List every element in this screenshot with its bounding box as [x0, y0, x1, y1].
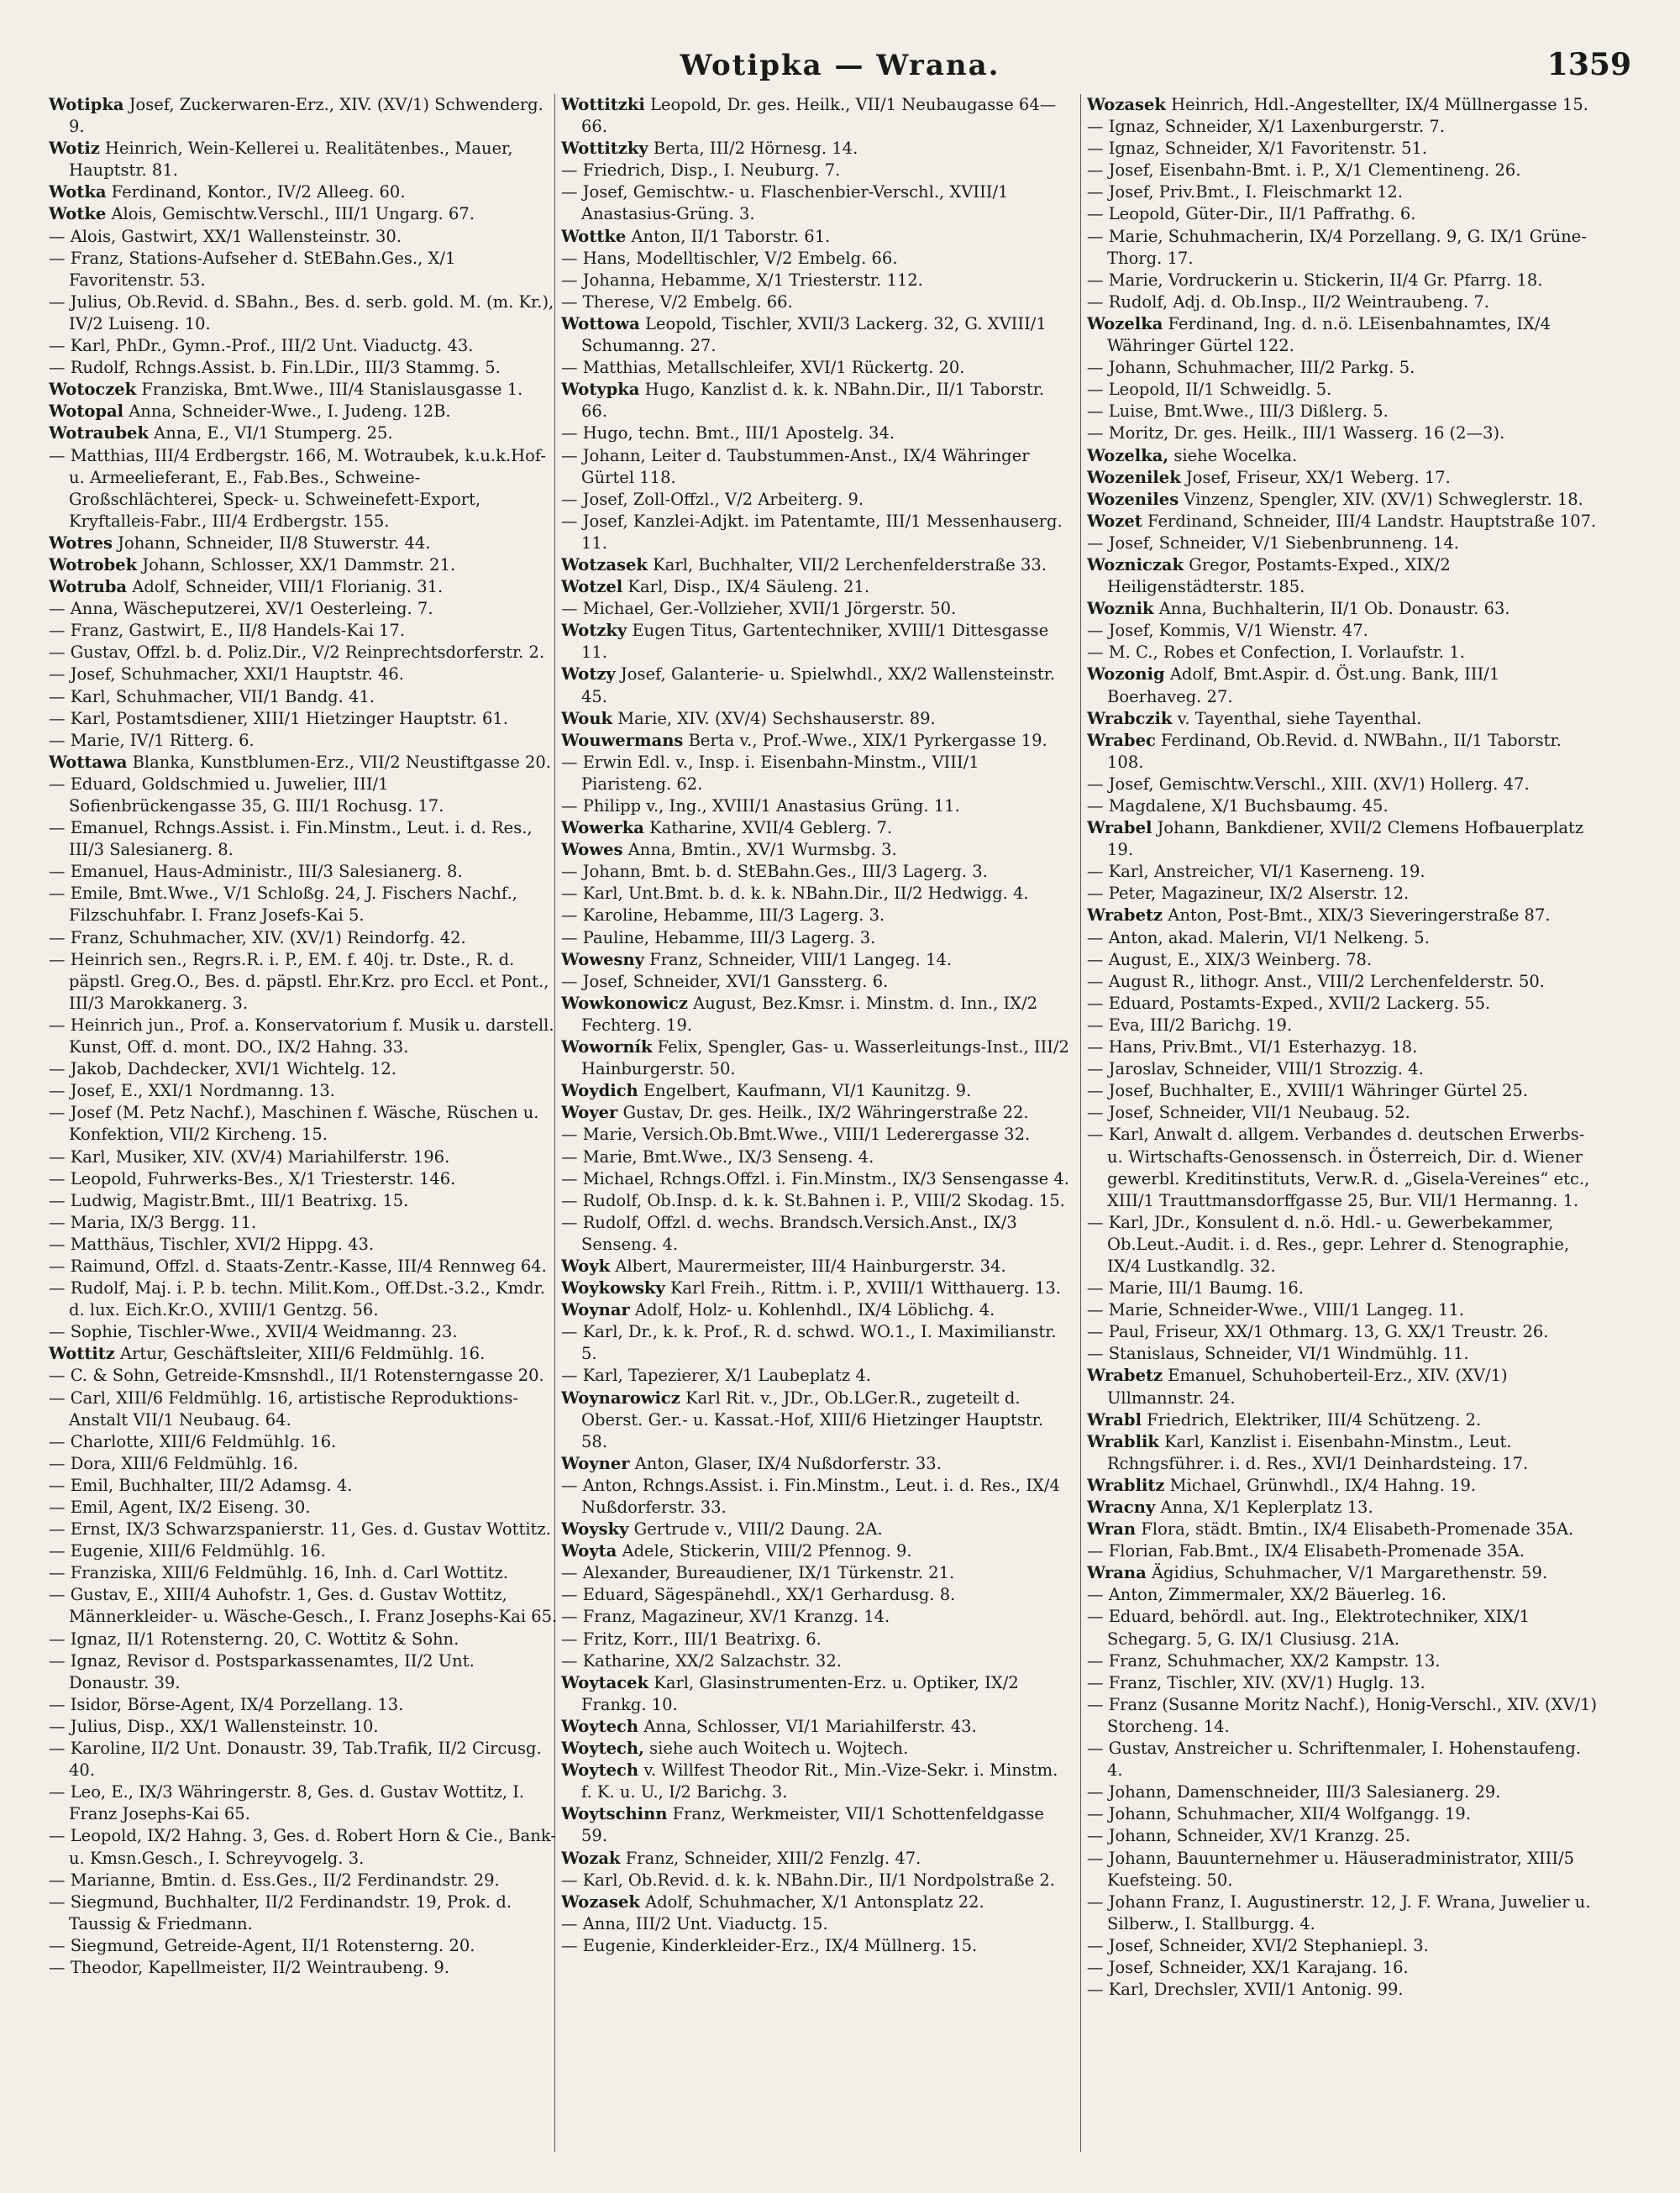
- directory-entry: — Hugo, techn. Bmt., III/1 Apostelg. 34.: [561, 423, 895, 443]
- directory-entry: Wrabel Johann, Bankdiener, XVII/2 Clemens Hofbauerplatz 19.: [1087, 818, 1584, 860]
- directory-entry: — Julius, Ob.Revid. d. SBahn., Bes. d. serb. gold. M. (m. Kr.), IV/2 Luiseng. 10.: [49, 291, 554, 333]
- directory-entry: — Johann, Leiter d. Taubstummen-Anst., IX/4 Währinger Gürtel 118.: [561, 445, 1030, 487]
- directory-entry: — Marie, Schuhmacherin, IX/4 Porzellang. 9, G. IX/1 Grüne-Thorg. 17.: [1087, 226, 1587, 268]
- directory-entry: — Anton, akad. Malerin, VI/1 Nelkeng. 5.: [1087, 927, 1430, 947]
- directory-entry: — Karl, Tapezierer, X/1 Laubeplatz 4.: [561, 1366, 871, 1386]
- directory-entry: — Friedrich, Disp., I. Neuburg. 7.: [561, 160, 841, 181]
- surname: Wozenilek: [1087, 467, 1181, 487]
- directory-entry: — Karl, Anwalt d. allgem. Verbandes d. deutschen Erwerbs- u. Wirtschafts-Genossensch. in Österreich, Dir. d. Wiener gewerbl. Kreditinstituts, Verw.R. d. „Gisela-Vereines“ etc., XIII/1 Trauttmansdorffgasse 25, Bur. VII/1 Hermanng. 1.: [1087, 1125, 1590, 1210]
- directory-entry: — Katharine, XX/2 Salzachstr. 32.: [561, 1650, 842, 1671]
- column-3: [1087, 94, 1598, 2169]
- surname: Wozet: [1087, 511, 1142, 531]
- surname: Woznik: [1087, 599, 1154, 619]
- surname: Wottke: [561, 226, 627, 246]
- page-number: 1359: [1546, 47, 1631, 82]
- directory-entry: Wotopal Anna, Schneider-Wwe., I. Judeng. 12B.: [49, 401, 451, 422]
- directory-entry: — Gustav, Offzl. b. d. Poliz.Dir., V/2 Reinprechtsdorferstr. 2.: [49, 643, 545, 663]
- directory-entry: — Sophie, Tischler-Wwe., XVII/4 Weidmanng. 23.: [49, 1322, 458, 1342]
- directory-entry: Woytech Anna, Schlosser, VI/1 Mariahilferstr. 43.: [561, 1716, 977, 1736]
- directory-entry: — Moritz, Dr. ges. Heilk., III/1 Wasserg. 16 (2—3).: [1087, 423, 1505, 443]
- directory-entry: — Franz (Susanne Moritz Nachf.), Honig-Verschl., XIV. (XV/1) Storcheng. 14.: [1087, 1694, 1598, 1736]
- surname: Wouwermans: [561, 730, 684, 750]
- directory-entry: — C. & Sohn, Getreide-Kmsnshdl., II/1 Rotensterngasse 20.: [49, 1366, 544, 1386]
- directory-entry: — Karl, JDr., Konsulent d. n.ö. Hdl.- u. Gewerbekammer, Ob.Leut.-Audit. i. d. Res., gepr. Lehrer d. Stenographie, IX/4 Lustkandlg. 32.: [1087, 1212, 1570, 1276]
- directory-entry: Wottitzki Leopold, Dr. ges. Heilk., VII/1 Neubaugasse 64—66.: [561, 95, 1057, 137]
- directory-entry: — Siegmund, Getreide-Agent, II/1 Rotensterng. 20.: [49, 1935, 475, 1955]
- directory-entry: Wotypka Hugo, Kanzlist d. k. k. NBahn.Dir., II/1 Taborstr. 66.: [561, 380, 1045, 422]
- directory-entry: — Michael, Rchngs.Offzl. i. Fin.Minstm., IX/3 Sensengasse 4.: [561, 1168, 1069, 1188]
- surname: Wrablitz: [1087, 1475, 1165, 1495]
- surname: Wozeniles: [1087, 489, 1179, 509]
- directory-entry: Wotzel Karl, Disp., IX/4 Säuleng. 21.: [561, 577, 870, 597]
- surname: Wowkonowicz: [561, 993, 688, 1013]
- directory-entry: — Anton, Zimmermaler, XX/2 Bäuerleg. 16.: [1087, 1585, 1446, 1605]
- surname: Wotka: [49, 182, 107, 202]
- directory-entry: — Eduard, Postamts-Exped., XVII/2 Lackerg. 55.: [1087, 993, 1491, 1013]
- running-head: Wotipka — Wrana.: [680, 49, 1000, 82]
- surname: Wotzky: [561, 621, 627, 641]
- directory-entry: — Luise, Bmt.Wwe., III/3 Dißlerg. 5.: [1087, 401, 1389, 422]
- directory-entry: — Emil, Buchhalter, III/2 Adamsg. 4.: [49, 1475, 353, 1495]
- directory-entry: — Karl, Anstreicher, VI/1 Kaserneng. 19.: [1087, 862, 1425, 882]
- surname: Wotzasek: [561, 554, 648, 574]
- directory-entry: — Emanuel, Haus-Administr., III/3 Salesianerg. 8.: [49, 862, 463, 882]
- directory-entry: Woykowsky Karl Freih., Rittm. i. P., XVIII/1 Witthauerg. 13.: [561, 1278, 1061, 1298]
- directory-entry: Wotoczek Franziska, Bmt.Wwe., III/4 Stanislausgasse 1.: [49, 380, 523, 400]
- directory-entry: — Jaroslav, Schneider, VIII/1 Strozzig. 4.: [1087, 1059, 1424, 1079]
- directory-entry: Wozniczak Gregor, Postamts-Exped., XIX/2 Heiligenstädterstr. 185.: [1087, 554, 1451, 597]
- directory-entry: Woytschinn Franz, Werkmeister, VII/1 Schottenfeldgasse 59.: [561, 1804, 1044, 1846]
- surname: Woykowsky: [561, 1278, 665, 1298]
- directory-entry: Wozelka Ferdinand, Ing. d. n.ö. LEisenbahnamtes, IX/4 Währinger Gürtel 122.: [1087, 313, 1551, 356]
- directory-entry: Wottitzky Berta, III/2 Hörnesg. 14.: [561, 139, 858, 159]
- directory-entry: — Karl, Unt.Bmt. b. d. k. k. NBahn.Dir., II/2 Hedwigg. 4.: [561, 884, 1029, 904]
- directory-entry: Wracny Anna, X/1 Keplerplatz 13.: [1087, 1498, 1373, 1517]
- surname: Wozniczak: [1087, 554, 1184, 574]
- directory-entry: — Julius, Disp., XX/1 Wallensteinstr. 10.: [49, 1716, 379, 1736]
- directory-entry: Wowes Anna, Bmtin., XV/1 Wurmsbg. 3.: [561, 840, 897, 860]
- surname: Woytschinn: [561, 1804, 668, 1824]
- surname: Wotzy: [561, 664, 616, 685]
- directory-entry: — Josef, Schuhmacher, XXI/1 Hauptstr. 46.: [49, 664, 404, 685]
- directory-entry: — Franz, Schuhmacher, XIV. (XV/1) Reindorfg. 42.: [49, 927, 466, 947]
- directory-entry: — Johann, Bmt. b. d. StEBahn.Ges., III/3 Lagerg. 3.: [561, 862, 988, 882]
- surname: Wotrobek: [49, 554, 138, 574]
- directory-entry: — Peter, Magazineur, IX/2 Alserstr. 12.: [1087, 884, 1410, 904]
- surname: Woynar: [561, 1300, 630, 1320]
- directory-entry: — Eugenie, Kinderkleider-Erz., IX/4 Müllnerg. 15.: [561, 1935, 978, 1955]
- surname: Wouk: [561, 708, 613, 728]
- surname: Woyk: [561, 1256, 611, 1276]
- directory-entry: — M. C., Robes et Confection, I. Vorlaufstr. 1.: [1087, 643, 1465, 663]
- directory-entry: — Rudolf, Adj. d. Ob.Insp., II/2 Weintraubeng. 7.: [1087, 291, 1489, 312]
- directory-entry: Wozasek Heinrich, Hdl.-Angestellter, IX/4 Müllnergasse 15.: [1087, 95, 1588, 114]
- directory-entry: Wozeniles Vinzenz, Spengler, XIV. (XV/1) Schweglerstr. 18.: [1087, 489, 1583, 509]
- directory-entry: — Josef, Schneider, XVI/1 Ganssterg. 6.: [561, 971, 889, 991]
- directory-entry: Wozet Ferdinand, Schneider, III/4 Landstr. Hauptstraße 107.: [1087, 511, 1597, 531]
- page-header: [0, 44, 1680, 94]
- directory-entry: — Leopold, Fuhrwerks-Bes., X/1 Triesterstr. 146.: [49, 1168, 456, 1188]
- directory-entry: Wrabl Friedrich, Elektriker, III/4 Schützeng. 2.: [1087, 1409, 1482, 1430]
- surname: Wozelka,: [1087, 445, 1169, 465]
- directory-entry: — Eduard, Goldschmied u. Juwelier, III/1 Sofienbrückengasse 35, G. III/1 Rochusg. 17.: [49, 774, 444, 816]
- surname: Wotke: [49, 204, 107, 224]
- surname: Woytech: [561, 1716, 639, 1736]
- directory-entry: Wotiz Heinrich, Wein-Kellerei u. Realitätenbes., Mauer, Hauptstr. 81.: [49, 139, 513, 181]
- directory-entry: Wowesny Franz, Schneider, VIII/1 Langeg. 14.: [561, 949, 953, 969]
- directory-entry: Wozenilek Josef, Friseur, XX/1 Weberg. 17.: [1087, 467, 1451, 487]
- directory-entry: — Matthias, Metallschleifer, XVI/1 Rückertg. 20.: [561, 358, 965, 378]
- directory-entry: Wottke Anton, II/1 Taborstr. 61.: [561, 226, 831, 246]
- directory-entry: Woytech v. Willfest Theodor Rit., Min.-Vize-Sekr. i. Minstm. f. K. u. U., I/2 Barichg. 3.: [561, 1760, 1058, 1802]
- directory-entry: — Stanislaus, Schneider, VI/1 Windmühlg. 11.: [1087, 1344, 1469, 1364]
- directory-entry: — Jakob, Dachdecker, XVI/1 Wichtelg. 12.: [49, 1059, 396, 1079]
- directory-entry: Wozasek Adolf, Schuhmacher, X/1 Antonsplatz 22.: [561, 1891, 984, 1912]
- surname: Woysky: [561, 1519, 629, 1540]
- directory-entry: — Josef (M. Petz Nachf.), Maschinen f. Wäsche, Rüschen u. Konfektion, VII/2 Kircheng. 15.: [49, 1103, 539, 1145]
- surname: Wowerka: [561, 818, 644, 838]
- directory-entry: — Siegmund, Buchhalter, II/2 Ferdinandstr. 19, Prok. d. Taussig & Friedmann.: [49, 1891, 512, 1933]
- directory-entry: — Heinrich jun., Prof. a. Konservatorium f. Musik u. darstell. Kunst, Off. d. mont. DO., IX/2 Hahng. 33.: [49, 1015, 554, 1057]
- directory-entry: — Eva, III/2 Barichg. 19.: [1087, 1015, 1293, 1035]
- surname: Wotiz: [49, 139, 100, 159]
- directory-entry: Woyta Adele, Stickerin, VIII/2 Pfennog. 9.: [561, 1541, 912, 1561]
- directory-entry: — Josef, Gemischtw.- u. Flaschenbier-Verschl., XVIII/1 Anastasius-Grüng. 3.: [561, 182, 1009, 224]
- directory-entry: — Marianne, Bmtin. d. Ess.Ges., II/2 Ferdinandstr. 29.: [49, 1870, 500, 1890]
- surname: Wrablik: [1087, 1431, 1159, 1451]
- directory-entry: Wozonig Adolf, Bmt.Aspir. d. Öst.ung. Bank, III/1 Boerhaveg. 27.: [1087, 664, 1500, 706]
- surname: Wrabel: [1087, 818, 1152, 838]
- directory-entry: — Anna, Wäscheputzerei, XV/1 Oesterleing. 7.: [49, 599, 433, 619]
- directory-entry: — Karoline, Hebamme, III/3 Lagerg. 3.: [561, 905, 885, 926]
- directory-entry: — Erwin Edl. v., Insp. i. Eisenbahn-Minstm., VIII/1 Piaristeng. 62.: [561, 752, 979, 794]
- directory-entry: — August R., lithogr. Anst., VIII/2 Lerchenfelderstr. 50.: [1087, 971, 1545, 991]
- surname: Wozasek: [1087, 95, 1166, 114]
- directory-entry: — Josef, Schneider, XVI/2 Stephaniepl. 3.: [1087, 1935, 1429, 1955]
- surname: Wotruba: [49, 577, 128, 597]
- directory-entry: — Ignaz, Revisor d. Postsparkassenamtes, II/2 Unt. Donaustr. 39.: [49, 1650, 475, 1692]
- surname: Woyta: [561, 1541, 617, 1561]
- directory-entry: — Karl, Ob.Revid. d. k. k. NBahn.Dir., II/1 Nordpolstraße 2.: [561, 1870, 1055, 1890]
- directory-entry: — Matthäus, Tischler, XVI/2 Hippg. 43.: [49, 1234, 375, 1254]
- directory-entry: — Michael, Ger.-Vollzieher, XVII/1 Jörgerstr. 50.: [561, 599, 957, 619]
- directory-entry: — Leo, E., IX/3 Währingerstr. 8, Ges. d. Gustav Wottitz, I. Franz Josephs-Kai 65.: [49, 1782, 525, 1824]
- surname: Wrabec: [1087, 730, 1156, 750]
- directory-entry: Woydich Engelbert, Kaufmann, VI/1 Kaunitzg. 9.: [561, 1081, 972, 1101]
- column-2: [561, 94, 1072, 2169]
- directory-entry: — Marie, III/1 Baumg. 16.: [1087, 1278, 1304, 1298]
- directory-entry: — Johann, Schneider, XV/1 Kranzg. 25.: [1087, 1826, 1411, 1846]
- directory-entry: — Josef, Kanzlei-Adjkt. im Patentamte, III/1 Messenhauserg. 11.: [561, 511, 1063, 553]
- surname: Wottawa: [49, 752, 128, 772]
- directory-entry: — Leopold, II/1 Schweidlg. 5.: [1087, 380, 1332, 400]
- directory-entry: — Hans, Modelltischler, V/2 Embelg. 66.: [561, 248, 898, 268]
- directory-entry: — Franz, Magazineur, XV/1 Kranzg. 14.: [561, 1607, 890, 1627]
- directory-entry: Wowerka Katharine, XVII/4 Geblerg. 7.: [561, 818, 893, 838]
- directory-entry: — Karl, Musiker, XIV. (XV/4) Mariahilferstr. 196.: [49, 1146, 450, 1167]
- directory-entry: — Josef, E., XXI/1 Nordmanng. 13.: [49, 1081, 335, 1101]
- directory-entry: — Magdalene, X/1 Buchsbaumg. 45.: [1087, 796, 1389, 816]
- directory-entry: Wotruba Adolf, Schneider, VIII/1 Florianig. 31.: [49, 577, 444, 597]
- surname: Wottitz: [49, 1344, 115, 1364]
- directory-entry: — Therese, V/2 Embelg. 66.: [561, 291, 793, 312]
- surname: Wotopal: [49, 401, 124, 422]
- surname: Wowesny: [561, 949, 644, 969]
- directory-entry: — Johann, Schuhmacher, III/2 Parkg. 5.: [1087, 358, 1415, 378]
- directory-entry: — Franz, Stations-Aufseher d. StEBahn.Ges., X/1 Favoritenstr. 53.: [49, 248, 456, 290]
- surname: Woytech,: [561, 1739, 644, 1759]
- surname: Woytech: [561, 1760, 639, 1781]
- directory-entry: — Leopold, Güter-Dir., II/1 Paffrathg. 6.: [1087, 204, 1416, 224]
- column-divider: [1080, 94, 1081, 2152]
- directory-entry: Wotzy Josef, Galanterie- u. Spielwhdl., XX/2 Wallensteinstr. 45.: [561, 664, 1056, 706]
- directory-entry: — Charlotte, XIII/6 Feldmühlg. 16.: [49, 1431, 337, 1451]
- directory-entry: — Heinrich sen., Regrs.R. i. P., EM. f. 40j. tr. Dste., R. d. päpstl. Greg.O., Bes. d. päpstl. Ehr.Krz. pro Eccl. et Pont., III/3 Marokkanerg. 3.: [49, 949, 549, 1013]
- surname: Woyner: [561, 1453, 630, 1473]
- directory-entry: — Josef, Priv.Bmt., I. Fleischmarkt 12.: [1087, 182, 1403, 202]
- directory-entry: — Fritz, Korr., III/1 Beatrixg. 6.: [561, 1629, 822, 1649]
- directory-entry: — Karl, Dr., k. k. Prof., R. d. schwd. WO.1., I. Maximilianstr. 5.: [561, 1322, 1057, 1364]
- directory-entry: — Marie, Versich.Ob.Bmt.Wwe., VIII/1 Lederergasse 32.: [561, 1125, 1031, 1145]
- directory-entry: Wowkonowicz August, Bez.Kmsr. i. Minstm. d. Inn., IX/2 Fechterg. 19.: [561, 993, 1038, 1035]
- directory-entry: Wozak Franz, Schneider, XIII/2 Fenzlg. 47.: [561, 1848, 921, 1868]
- directory-entry: — Matthias, III/4 Erdbergstr. 166, M. Wotraubek, k.u.k.Hof- u. Armeelieferant, E., Fab.Bes., Schweine-Großschlächterei, Speck- u. Schweinefett-Export, Kryftalleis-Fabr., III/4 Erdbergstr. 155.: [49, 445, 547, 531]
- surname: Wrabl: [1087, 1409, 1142, 1430]
- directory-entry: Wouk Marie, XIV. (XV/4) Sechshauserstr. 89.: [561, 708, 936, 728]
- surname: Woydich: [561, 1081, 638, 1101]
- surname: Wotzel: [561, 577, 623, 597]
- directory-entry: — Johann, Damenschneider, III/3 Salesianerg. 29.: [1087, 1782, 1501, 1802]
- surname: Wottowa: [561, 313, 640, 333]
- directory-entry: — Ignaz, Schneider, X/1 Favoritenstr. 51.: [1087, 139, 1428, 159]
- directory-entry: — Theodor, Kapellmeister, II/2 Weintraubeng. 9.: [49, 1957, 450, 1977]
- column-1: [49, 94, 559, 2169]
- directory-entry: — Emanuel, Rchngs.Assist. i. Fin.Minstm., Leut. i. d. Res., III/3 Salesianerg. 8.: [49, 818, 533, 860]
- directory-entry: — Eugenie, XIII/6 Feldmühlg. 16.: [49, 1541, 326, 1561]
- directory-entry: — Gustav, Anstreicher u. Schriftenmaler, I. Hohenstaufeng. 4.: [1087, 1739, 1582, 1781]
- directory-entry: Wrabec Ferdinand, Ob.Revid. d. NWBahn., II/1 Taborstr. 108.: [1087, 730, 1562, 772]
- directory-entry: Wrablitz Michael, Grünwhdl., IX/4 Hahng. 19.: [1087, 1475, 1477, 1495]
- directory-entry: — Franz, Schuhmacher, XX/2 Kampstr. 13.: [1087, 1650, 1441, 1671]
- directory-entry: Wottowa Leopold, Tischler, XVII/3 Lackerg. 32, G. XVIII/1 Schumanng. 27.: [561, 313, 1047, 356]
- directory-entry: Woyner Anton, Glaser, IX/4 Nußdorferstr. 33.: [561, 1453, 942, 1473]
- directory-entry: — Rudolf, Rchngs.Assist. b. Fin.LDir., III/3 Stammg. 5.: [49, 358, 501, 378]
- directory-entry: — Josef, Zoll-Offzl., V/2 Arbeiterg. 9.: [561, 489, 864, 509]
- directory-entry: — Dora, XIII/6 Feldmühlg. 16.: [49, 1453, 299, 1473]
- directory-entry: Wottitz Artur, Geschäftsleiter, XIII/6 Feldmühlg. 16.: [49, 1344, 486, 1364]
- directory-entry: Wotipka Josef, Zuckerwaren-Erz., XIV. (XV/1) Schwenderg. 9.: [49, 95, 543, 137]
- directory-entry: — Rudolf, Maj. i. P. b. techn. Milit.Kom., Off.Dst.-3.2., Kmdr. d. lux. Eich.Kr.O., XVIII/1 Gentzg. 56.: [49, 1278, 545, 1320]
- directory-entry: — Johann, Bauunternehmer u. Häuseradministrator, XIII/5 Kuefsteing. 50.: [1087, 1848, 1575, 1890]
- directory-entry: Wotzasek Karl, Buchhalter, VII/2 Lerchenfelderstraße 33.: [561, 554, 1047, 574]
- directory-entry: Wotrobek Johann, Schlosser, XX/1 Dammstr. 21.: [49, 554, 456, 574]
- surname: Wotraubek: [49, 423, 149, 443]
- directory-entry: — Eduard, Sägespänehdl., XX/1 Gerhardusg. 8.: [561, 1585, 956, 1605]
- directory-entry: — Maria, IX/3 Bergg. 11.: [49, 1212, 257, 1232]
- directory-entry: — August, E., XIX/3 Weinberg. 78.: [1087, 949, 1373, 969]
- directory-entry: — Josef, Schneider, VII/1 Neubaug. 52.: [1087, 1103, 1410, 1123]
- directory-entry: — Josef, Gemischtw.Verschl., XIII. (XV/1) Hollerg. 47.: [1087, 774, 1530, 794]
- directory-entry: — Ignaz, II/1 Rotensterng. 20, C. Wottitz & Sohn.: [49, 1629, 459, 1649]
- directory-entry: Woytacek Karl, Glasinstrumenten-Erz. u. Optiker, IX/2 Frankg. 10.: [561, 1672, 1019, 1714]
- directory-entry: Wran Flora, städt. Bmtin., IX/4 Elisabeth-Promenade 35A.: [1087, 1519, 1574, 1540]
- directory-entry: — Karl, Drechsler, XVII/1 Antonig. 99.: [1087, 1980, 1404, 2000]
- directory-entry: — Florian, Fab.Bmt., IX/4 Elisabeth-Promenade 35A.: [1087, 1541, 1525, 1561]
- surname: Wowes: [561, 840, 623, 860]
- directory-entry: — Raimund, Offzl. d. Staats-Zentr.-Kasse, III/4 Rennweg 64.: [49, 1256, 547, 1276]
- directory-entry: — Ernst, IX/3 Schwarzspanierstr. 11, Ges. d. Gustav Wottitz.: [49, 1519, 551, 1540]
- directory-entry: Woytech, siehe auch Woitech u. Wojtech.: [561, 1739, 909, 1759]
- directory-entry: — Karl, Postamtsdiener, XIII/1 Hietzinger Hauptstr. 61.: [49, 708, 508, 728]
- directory-entry: Wrana Ägidius, Schuhmacher, V/1 Margarethenstr. 59.: [1087, 1563, 1548, 1583]
- directory-entry: Wotzky Eugen Titus, Gartentechniker, XVIII/1 Dittesgasse 11.: [561, 621, 1049, 663]
- surname: Woyer: [561, 1103, 618, 1123]
- directory-entry: — Philipp v., Ing., XVIII/1 Anastasius Grüng. 11.: [561, 796, 960, 816]
- directory-entry: — Josef, Schneider, XX/1 Karajang. 16.: [1087, 1957, 1409, 1977]
- directory-entry: — Pauline, Hebamme, III/3 Lagerg. 3.: [561, 927, 876, 947]
- directory-entry: — Paul, Friseur, XX/1 Othmarg. 13, G. XX/1 Treustr. 26.: [1087, 1322, 1549, 1342]
- directory-entry: Wrablik Karl, Kanzlist i. Eisenbahn-Minstm., Leut. Rchngsführer. i. d. Res., XVI/1 Deinhardsteing. 17.: [1087, 1431, 1529, 1473]
- directory-entry: — Johann Franz, I. Augustinerstr. 12, J. F. Wrana, Juwelier u. Silberw., I. Stallburgg. 4.: [1087, 1891, 1591, 1933]
- surname: Woworník: [561, 1037, 653, 1057]
- directory-entry: — Isidor, Börse-Agent, IX/4 Porzellang. 13.: [49, 1694, 404, 1714]
- surname: Wracny: [1087, 1498, 1156, 1517]
- surname: Woytacek: [561, 1672, 649, 1692]
- directory-entry: Woysky Gertrude v., VIII/2 Daung. 2A.: [561, 1519, 883, 1540]
- directory-entry: — Anna, III/2 Unt. Viaductg. 15.: [561, 1913, 828, 1933]
- directory-entry: Wotres Johann, Schneider, II/8 Stuwerstr. 44.: [49, 533, 431, 553]
- directory-entry: — Karl, PhDr., Gymn.-Prof., III/2 Unt. Viaductg. 43.: [49, 336, 474, 356]
- directory-entry: — Ludwig, Magistr.Bmt., III/1 Beatrixg. 15.: [49, 1190, 409, 1210]
- surname: Wran: [1087, 1519, 1137, 1540]
- directory-entry: Woyk Albert, Maurermeister, III/4 Hainburgerstr. 34.: [561, 1256, 1006, 1276]
- directory-entry: — Rudolf, Offzl. d. wechs. Brandsch.Versich.Anst., IX/3 Senseng. 4.: [561, 1212, 1017, 1254]
- directory-entry: — Hans, Priv.Bmt., VI/1 Esterhazyg. 18.: [1087, 1037, 1418, 1057]
- directory-entry: — Alexander, Bureaudiener, IX/1 Türkenstr. 21.: [561, 1563, 955, 1583]
- directory-entry: Wozelka, siehe Wocelka.: [1087, 445, 1298, 465]
- directory-entry: Wotka Ferdinand, Kontor., IV/2 Alleeg. 60.: [49, 182, 406, 202]
- directory-entry: Woznik Anna, Buchhalterin, II/1 Ob. Donaustr. 63.: [1087, 599, 1510, 619]
- directory-entry: — Franziska, XIII/6 Feldmühlg. 16, Inh. d. Carl Wottitz.: [49, 1563, 508, 1583]
- directory-entry: — Karoline, II/2 Unt. Donaustr. 39, Tab.Trafik, II/2 Circusg. 40.: [49, 1739, 542, 1781]
- directory-entry: — Marie, IV/1 Ritterg. 6.: [49, 730, 255, 750]
- surname: Woynarowicz: [561, 1388, 680, 1408]
- directory-entry: Wrabetz Emanuel, Schuhoberteil-Erz., XIV. (XV/1) Ullmannstr. 24.: [1087, 1366, 1508, 1408]
- surname: Wottitzky: [561, 139, 648, 159]
- surname: Wozasek: [561, 1891, 640, 1912]
- directory-entry: — Emil, Agent, IX/2 Eiseng. 30.: [49, 1498, 311, 1517]
- directory-entry: — Carl, XIII/6 Feldmühlg. 16, artistische Reproduktions-Anstalt VII/1 Neubaug. 64.: [49, 1388, 518, 1430]
- surname: Wrabczik: [1087, 708, 1173, 728]
- directory-entry: Wouwermans Berta v., Prof.-Wwe., XIX/1 Pyrkergasse 19.: [561, 730, 1047, 750]
- surname: Wrabetz: [1087, 1366, 1163, 1386]
- directory-entry: — Johanna, Hebamme, X/1 Triesterstr. 112.: [561, 270, 923, 290]
- surname: Wozonig: [1087, 664, 1165, 685]
- directory-entry: Wrabczik v. Tayenthal, siehe Tayenthal.: [1087, 708, 1422, 728]
- directory-entry: Woyer Gustav, Dr. ges. Heilk., IX/2 Währingerstraße 22.: [561, 1103, 1029, 1123]
- surname: Wotypka: [561, 380, 640, 400]
- directory-entry: Woynarowicz Karl Rit. v., JDr., Ob.LGer.R., zugeteilt d. Oberst. Ger.- u. Kassat.-Hof, XIII/6 Hietzinger Hauptstr. 58.: [561, 1388, 1044, 1451]
- directory-entry: — Alois, Gastwirt, XX/1 Wallensteinstr. 30.: [49, 226, 402, 246]
- directory-entry: Wottawa Blanka, Kunstblumen-Erz., VII/2 Neustiftgasse 20.: [49, 752, 551, 772]
- surname: Wozak: [561, 1848, 621, 1868]
- surname: Wrabetz: [1087, 905, 1163, 926]
- directory-entry: — Marie, Vordruckerin u. Stickerin, II/4 Gr. Pfarrg. 18.: [1087, 270, 1543, 290]
- directory-entry: — Ignaz, Schneider, X/1 Laxenburgerstr. 7.: [1087, 117, 1445, 137]
- directory-entry: Woynar Adolf, Holz- u. Kohlenhdl., IX/4 Löblichg. 4.: [561, 1300, 995, 1320]
- directory-entry: — Emile, Bmt.Wwe., V/1 Schloßg. 24, J. Fischers Nachf., Filzschuhfabr. I. Franz Josefs-Kai 5.: [49, 884, 517, 926]
- directory-entry: — Josef, Kommis, V/1 Wienstr. 47.: [1087, 621, 1368, 641]
- surname: Wotres: [49, 533, 113, 553]
- directory-entry: — Rudolf, Ob.Insp. d. k. k. St.Bahnen i. P., VIII/2 Skodag. 15.: [561, 1190, 1065, 1210]
- surname: Wozelka: [1087, 313, 1163, 333]
- surname: Wottitzki: [561, 95, 645, 114]
- directory-entry: — Gustav, E., XIII/4 Auhofstr. 1, Ges. d. Gustav Wottitz, Männerkleider- u. Wäsche-Gesch., I. Franz Josephs-Kai 65.: [49, 1585, 558, 1627]
- directory-entry: — Marie, Bmt.Wwe., IX/3 Senseng. 4.: [561, 1146, 874, 1167]
- directory-entry: — Johann, Schuhmacher, XII/4 Wolfgangg. 19.: [1087, 1804, 1472, 1824]
- directory-entry: — Josef, Schneider, V/1 Siebenbrunneng. 14.: [1087, 533, 1459, 553]
- directory-entry: — Anton, Rchngs.Assist. i. Fin.Minstm., Leut. i. d. Res., IX/4 Nußdorferstr. 33.: [561, 1475, 1060, 1517]
- directory-entry: — Franz, Tischler, XIV. (XV/1) Huglg. 13.: [1087, 1672, 1425, 1692]
- directory-entry: — Josef, Eisenbahn-Bmt. i. P., X/1 Clementineng. 26.: [1087, 160, 1521, 181]
- directory-entry: Woworník Felix, Spengler, Gas- u. Wasserleitungs-Inst., III/2 Hainburgerstr. 50.: [561, 1037, 1069, 1079]
- directory-entry: Wrabetz Anton, Post-Bmt., XIX/3 Sieveringerstraße 87.: [1087, 905, 1551, 926]
- surname: Wotoczek: [49, 380, 137, 400]
- directory-entry: — Leopold, IX/2 Hahng. 3, Ges. d. Robert Horn & Cie., Bank- u. Kmsn.Gesch., I. Schreyvogelg. 3.: [49, 1826, 556, 1868]
- directory-entry: — Marie, Schneider-Wwe., VIII/1 Langeg. 11.: [1087, 1300, 1465, 1320]
- directory-entry: Wotraubek Anna, E., VI/1 Stumperg. 25.: [49, 423, 393, 443]
- directory-entry: — Franz, Gastwirt, E., II/8 Handels-Kai 17.: [49, 621, 406, 641]
- directory-entry: — Josef, Buchhalter, E., XVIII/1 Währinger Gürtel 25.: [1087, 1081, 1529, 1101]
- surname: Wotipka: [49, 95, 124, 114]
- directory-entry: Wotke Alois, Gemischtw.Verschl., III/1 Ungarg. 67.: [49, 204, 475, 224]
- directory-entry: — Eduard, behördl. aut. Ing., Elektrotechniker, XIX/1 Schegarg. 5, G. IX/1 Clusiusg. 21A.: [1087, 1607, 1530, 1649]
- surname: Wrana: [1087, 1563, 1147, 1583]
- directory-entry: — Karl, Schuhmacher, VII/1 Bandg. 41.: [49, 686, 375, 706]
